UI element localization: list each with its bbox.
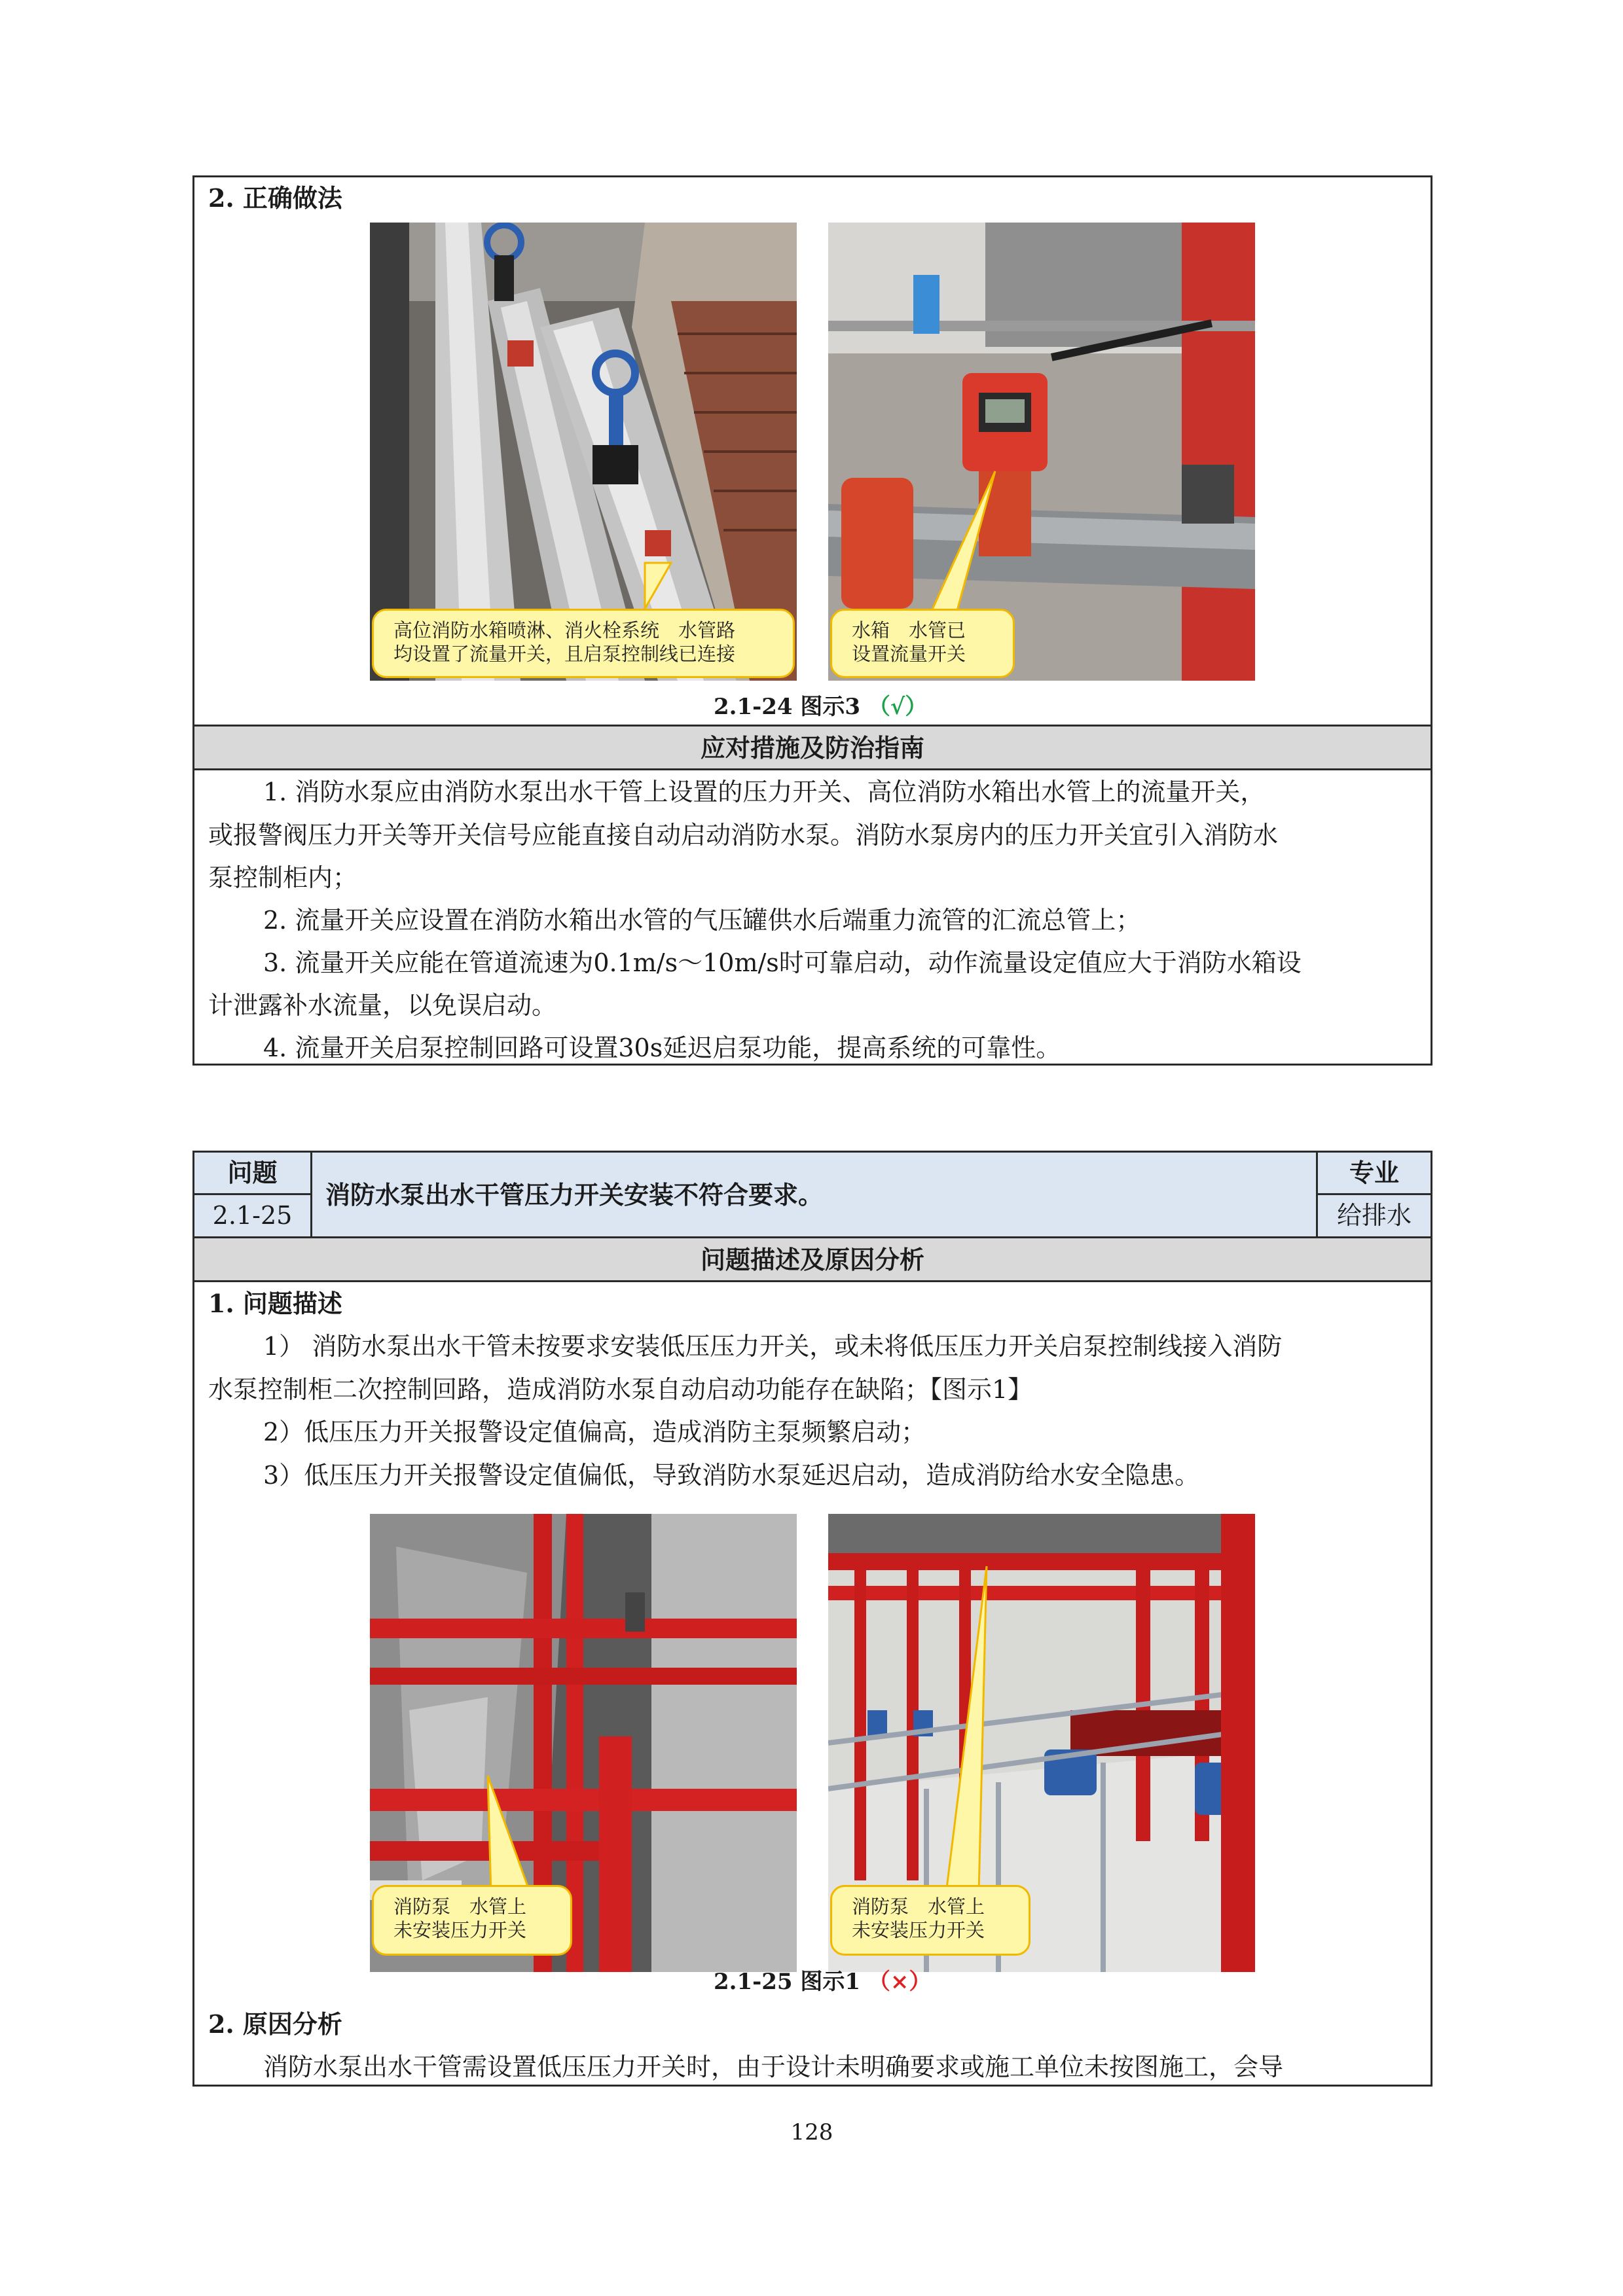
- callout-right-1: 水箱 水管已 设置流量开关: [830, 609, 1015, 678]
- cause-heading: 2. 原因分析: [208, 2009, 342, 2039]
- figure-caption-2: 2.1-25 图示1 （×）: [714, 1969, 932, 1995]
- issue-number: 2.1-25: [212, 1201, 293, 1230]
- analysis-header: 问题描述及原因分析: [700, 1245, 924, 1274]
- correct-method-heading: 2. 正确做法: [208, 183, 342, 213]
- callout-left-2: 消防泵 水管上 未安装压力开关: [372, 1885, 572, 1956]
- desc-line: 1） 消防水泵出水干管未按要求安装低压压力开关，或未将低压压力开关启泵控制线接入消防: [263, 1332, 1283, 1361]
- measures-header: 应对措施及防治指南: [700, 733, 924, 762]
- callout-right-2: 消防泵 水管上 未安装压力开关: [830, 1885, 1030, 1956]
- measure-line: 泵控制柜内；: [208, 863, 358, 892]
- issue-title: 消防水泵出水干管压力开关安装不符合要求。: [325, 1180, 824, 1210]
- measure-line: 1. 消防水泵应由消防水泵出水干管上设置的压力开关、高位消防水箱出水管上的流量开关，: [263, 778, 1266, 806]
- measure-line: 或报警阀压力开关等开关信号应能直接自动启动消防水泵。消防水泵房内的压力开关宜引入消防水: [208, 821, 1279, 850]
- figure-caption-1: 2.1-24 图示3 （√）: [714, 694, 928, 720]
- major-label: 专业: [1349, 1158, 1399, 1187]
- cause-line: 消防水泵出水干管需设置低压压力开关时，由于设计未明确要求或施工单位未按图施工，会导: [263, 2053, 1284, 2081]
- desc-line: 3）低压压力开关报警设定值偏低，导致消防水泵延迟启动，造成消防给水安全隐患。: [263, 1461, 1200, 1490]
- correct-mark: （√）: [867, 694, 928, 720]
- measure-line: 3. 流量开关应能在管道流速为0.1m/s～10m/s时可靠启动，动作流量设定值应大于消防水箱设: [263, 948, 1302, 977]
- measure-line: 4. 流量开关启泵控制回路可设置30s延迟启泵功能，提高系统的可靠性。: [263, 1033, 1061, 1062]
- issue-label: 问题: [227, 1158, 278, 1187]
- callout-left-1: 高位消防水箱喷淋、消火栓系统 水管路 均设置了流量开关，且启泵控制线已连接: [372, 609, 795, 678]
- page-number: 128: [790, 2119, 833, 2145]
- desc-heading: 1. 问题描述: [208, 1289, 342, 1318]
- incorrect-mark: （×）: [867, 1969, 932, 1995]
- measure-line: 2. 流量开关应设置在消防水箱出水管的气压罐供水后端重力流管的汇流总管上；: [263, 906, 1141, 935]
- major-value: 给排水: [1336, 1201, 1412, 1230]
- desc-line: 水泵控制柜二次控制回路，造成消防水泵自动启动功能存在缺陷；【图示1】: [208, 1375, 1033, 1404]
- desc-line: 2）低压压力开关报警设定值偏高，造成消防主泵频繁启动；: [263, 1418, 926, 1446]
- measure-line: 计泄露补水流量，以免误启动。: [208, 991, 557, 1020]
